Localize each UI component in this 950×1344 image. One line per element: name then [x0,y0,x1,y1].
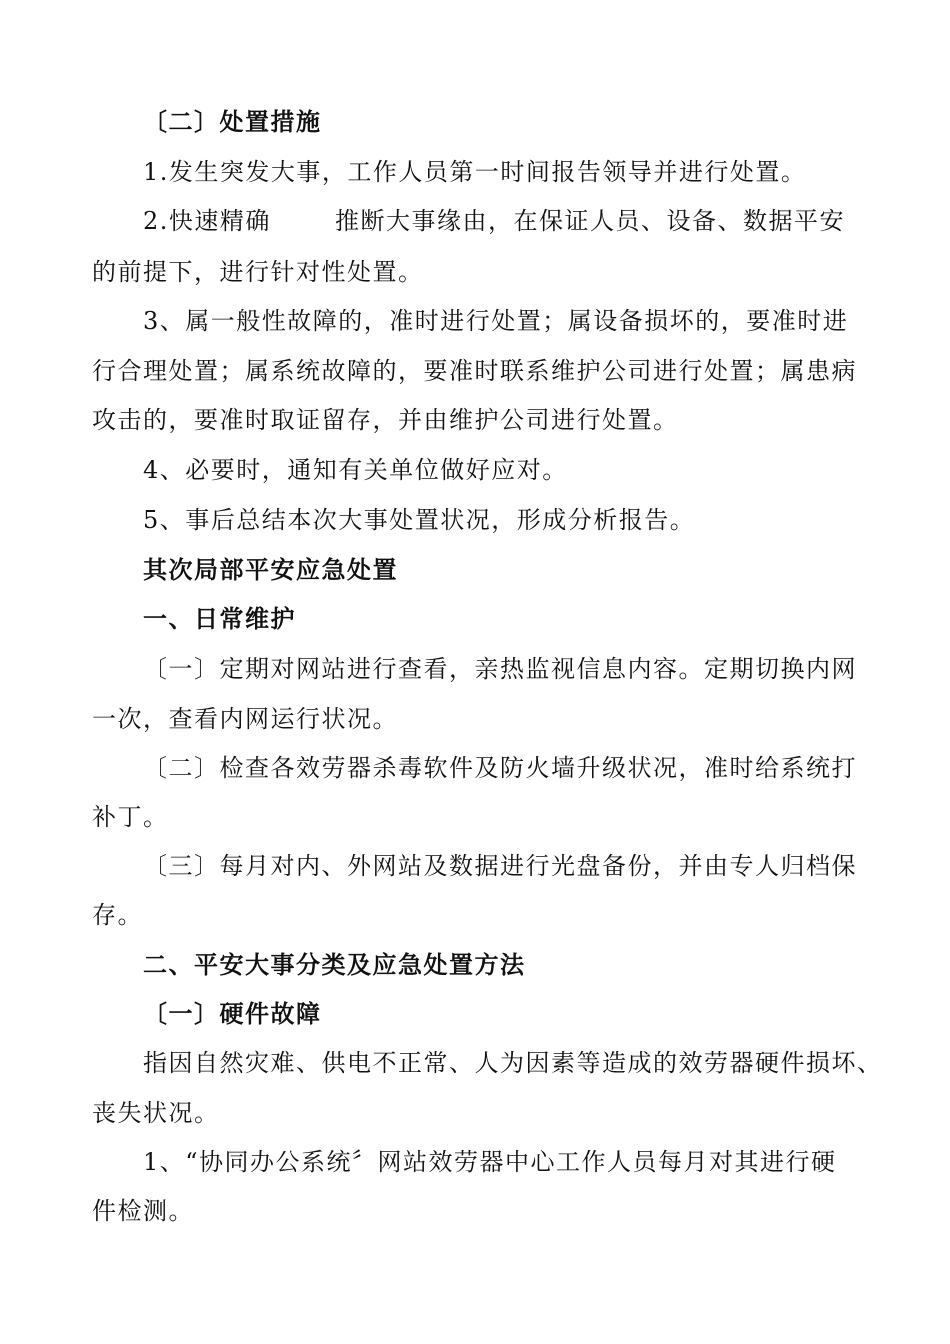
paragraph-measure-1: 1.发生突发大事，工作人员第一时间报告领导并进行处置。 [143,158,807,186]
paragraph-daily-3-line-2: 存。 [92,901,143,929]
paragraph-measure-2-middle: 推断大事缘由，在保证人员、设备、数据平安 [335,207,845,235]
paragraph-hardware-1-line-1: 1、“协同办公系统〞网站效劳器中心工作人员每月对其进行硬 [143,1148,837,1176]
section-heading-hardware-failure: 〔一〕硬件故障 [143,1000,322,1028]
paragraph-daily-3-line-1: 〔三〕每月对内、外网站及数据进行光盘备份，并由专人归档保 [143,852,857,880]
section-heading-daily-maintenance: 一、日常维护 [143,605,296,633]
paragraph-daily-2-line-2: 补丁。 [92,803,169,831]
paragraph-hardware-desc-line-1: 指因自然灾难、供电不正常、人为因素等造成的效劳器硬件损坏、 [143,1049,883,1077]
section-heading-part-two: 其次局部平安应急处置 [143,556,398,584]
paragraph-measure-4: 4、必要时，通知有关单位做好应对。 [143,456,568,484]
paragraph-daily-2-line-1: 〔二〕检查各效劳器杀毒软件及防火墙升级状况，准时给系统打 [143,754,857,782]
paragraph-measure-3-line-2: 行合理处置；属系统故障的，要准时联系维护公司进行处置；属患病 [92,357,857,385]
paragraph-daily-1-line-2: 一次，查看内网运行状况。 [92,705,398,733]
paragraph-hardware-desc-line-2: 丧失状况。 [92,1099,220,1127]
paragraph-measure-5: 5、事后总结本次大事处置状况，形成分析报告。 [143,506,696,534]
paragraph-measure-3-line-1: 3、属一般性故障的，准时进行处置；属设备损坏的，要准时进 [143,307,849,335]
paragraph-measure-3-line-3: 攻击的，要准时取证留存，并由维护公司进行处置。 [92,406,679,434]
paragraph-measure-2-start: 2.快速精确 [143,207,271,235]
section-heading-classification: 二、平安大事分类及应急处置方法 [143,951,526,979]
paragraph-daily-1-line-1: 〔一〕定期对网站进行查看，亲热监视信息内容。定期切换内网 [143,655,857,683]
paragraph-hardware-1-line-2: 件检测。 [92,1197,194,1225]
paragraph-measure-2-continuation: 的前提下，进行针对性处置。 [92,258,424,286]
section-heading-measures: 〔二〕处置措施 [143,108,322,136]
